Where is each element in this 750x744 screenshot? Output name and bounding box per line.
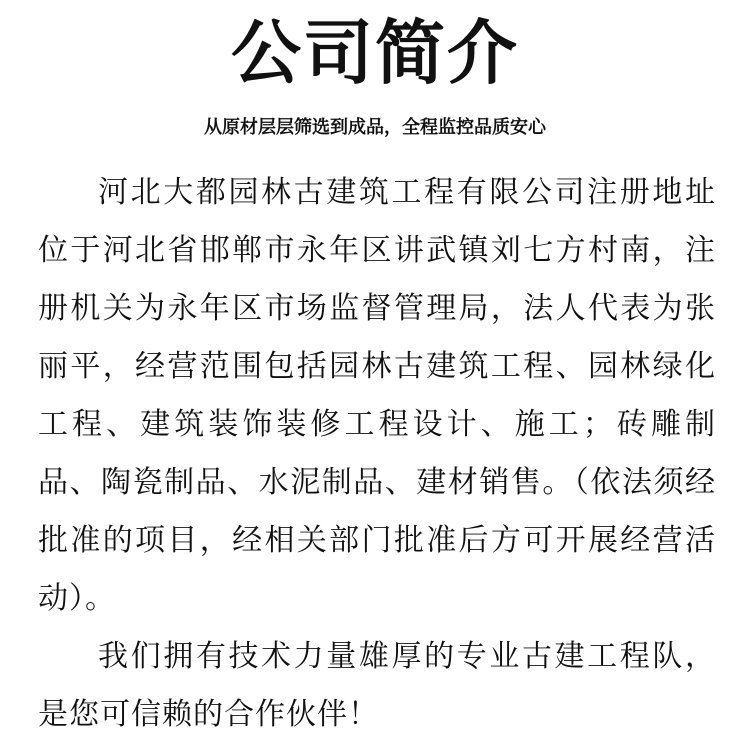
- company-description: [38, 164, 716, 744]
- description-paragraph-2: 我们拥有技术力量雄厚的专业古建工程队，是您可信赖的合作伙伴！: [38, 639, 716, 732]
- description-paragraph-1: 河北大都园林古建筑工程有限公司注册地址位于河北省邯郸市永年区讲武镇刘七方村南，注册机关为永年区市场监督管理局，法人代表为张丽平，经营范围包括园林古建筑工程、园林绿化工程、建筑装饰装修工程设计、施工；砖雕制品、陶瓷制品、水泥制品、建材销售。（依法须经批准的项目，经相关部门批准后方可开展经营活动）。: [38, 175, 716, 616]
- page-title: 公司简介: [231, 12, 519, 94]
- page-subtitle: 从原材层层筛选到成品，全程监控品质安心: [204, 117, 546, 138]
